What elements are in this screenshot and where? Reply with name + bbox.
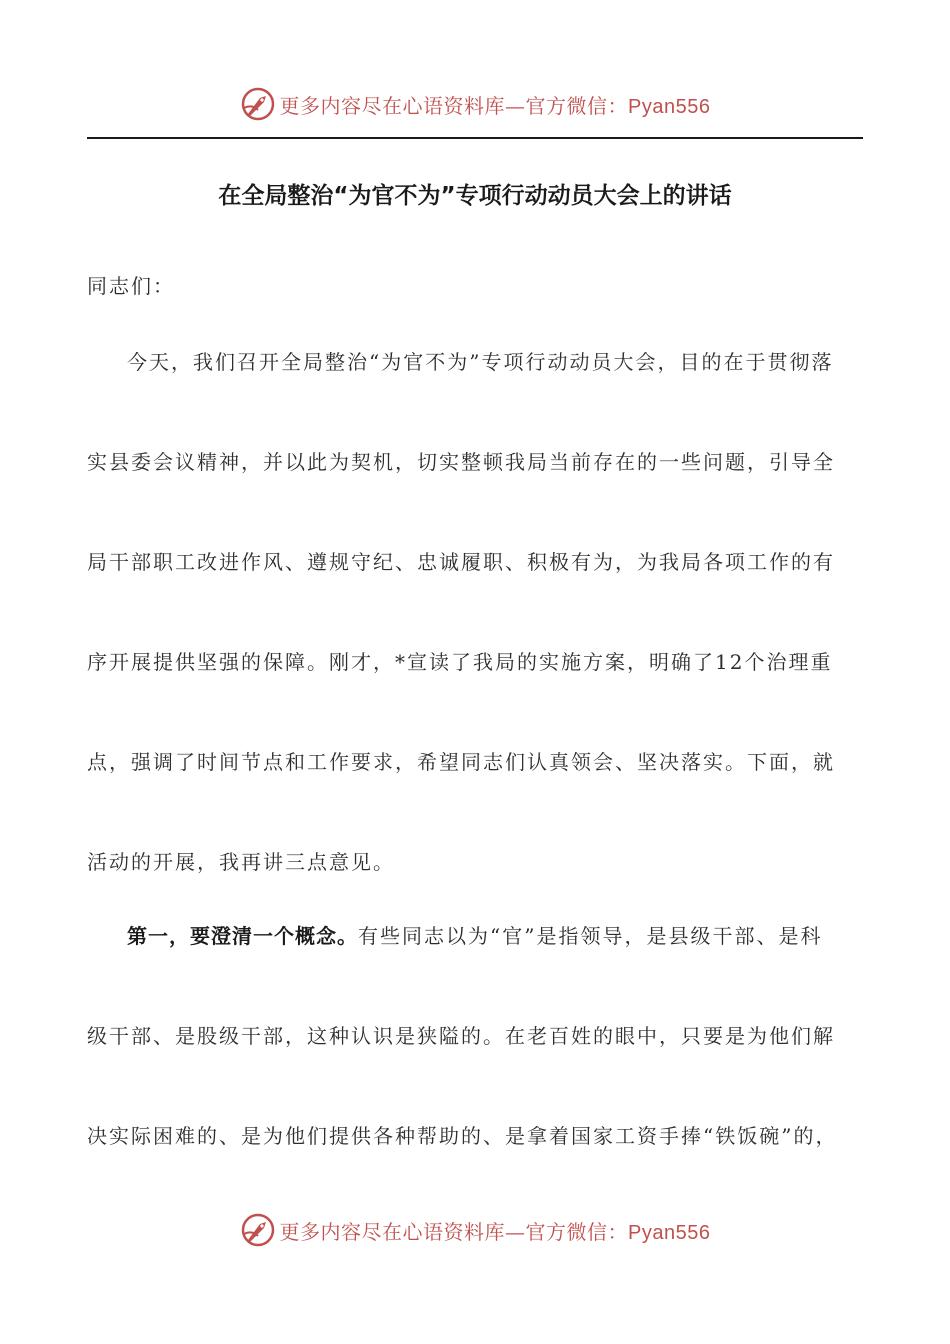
wechat-id: Pyan556 <box>628 1221 711 1244</box>
paragraph-line: 点，强调了时间节点和工作要求，希望同志们认真领会、坚决落实。下面，就 <box>87 750 835 774</box>
banner-text: 更多内容尽在心语资料库—官方微信：Pyan556 <box>279 1219 711 1244</box>
paragraph-line: 今天，我们召开全局整治“为官不为”专项行动动员大会，目的在于贯彻落 <box>127 350 834 374</box>
header-divider <box>87 137 863 139</box>
pen-nib-logo-icon <box>240 86 276 122</box>
point-one-text: 有些同志以为“官”是指领导，是县级干部、是科 <box>358 924 823 948</box>
paragraph-line: 实县委会议精神，并以此为契机，切实整顿我局当前存在的一些问题，引导全 <box>87 450 835 474</box>
pen-nib-logo-icon <box>240 1212 276 1248</box>
banner-text: 更多内容尽在心语资料库—官方微信：Pyan556 <box>279 93 711 118</box>
point-one-line <box>127 916 863 956</box>
paragraph-line: 级干部、是股级干部，这种认识是狭隘的。在老百姓的眼中，只要是为他们解 <box>87 1024 835 1048</box>
point-one-heading: 第一，要澄清一个概念。 <box>127 924 358 948</box>
paragraph-line: 局干部职工改进作风、遵规守纪、忠诚履职、积极有为，为我局各项工作的有 <box>87 550 835 574</box>
wechat-id: Pyan556 <box>628 95 711 118</box>
paragraph-line: 活动的开展，我再讲三点意见。 <box>87 850 395 874</box>
footer-banner <box>0 1208 950 1252</box>
paragraph-line: 决实际困难的、是为他们提供各种帮助的、是拿着国家工资手捧“铁饭碗”的， <box>87 1124 838 1148</box>
header-banner <box>0 82 950 126</box>
paragraph-line: 序开展提供坚强的保障。刚才，*宣读了我局的实施方案，明确了12个治理重 <box>87 650 833 674</box>
document-title: 在全局整治“为官不为”专项行动动员大会上的讲话 <box>218 183 732 209</box>
salutation: 同志们： <box>87 274 175 298</box>
